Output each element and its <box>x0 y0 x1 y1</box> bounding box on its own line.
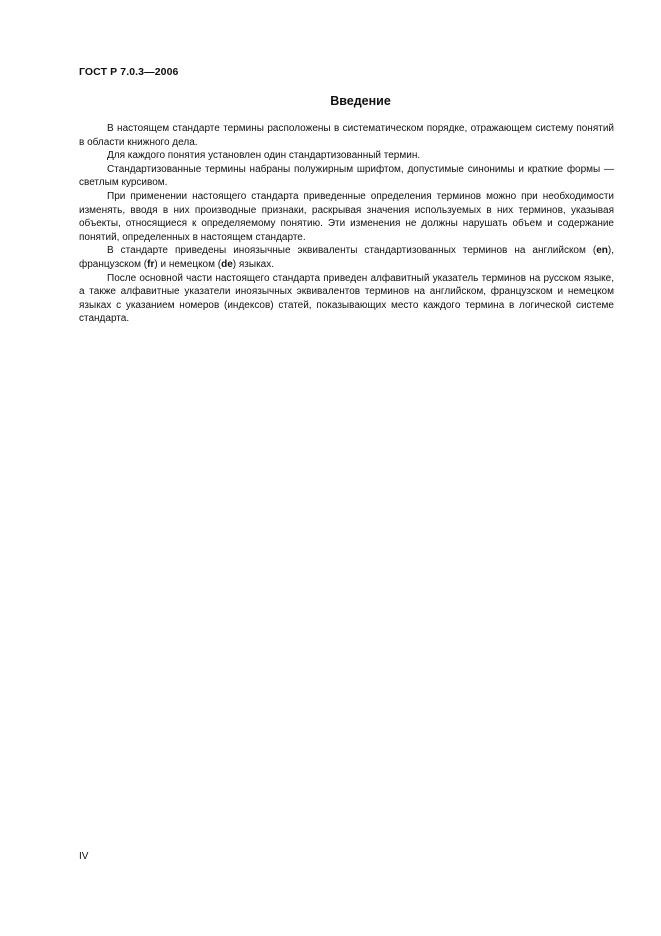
paragraph-4: При применении настоящего стандарта приведенные определения терминов можно при необходимости изменять, вводя в них производные признаки, раскрывая значения используемых в них терминов, указывая объекты, относящиеся к определяемому понятию. Эти изменения не должны нарушать объем и содержание понятий, определенных в настоящем стандарте. <box>79 190 614 243</box>
language-code-fr: fr <box>147 258 155 270</box>
page-number: IV <box>79 851 89 862</box>
page-header-standard-code: ГОСТ Р 7.0.3—2006 <box>79 66 179 78</box>
language-code-en: en <box>596 245 608 257</box>
paragraph-2: Для каждого понятия установлен один стандартизованный термин. <box>107 150 421 162</box>
paragraph-5-text-a: В стандарте приведены иноязычные эквиваленты стандартизованных терминов на английском ( <box>107 245 597 257</box>
paragraph-5-text-b: ), французском ( <box>79 245 614 270</box>
paragraph-5-text-c: ) и немецком ( <box>154 258 222 270</box>
paragraph-5-text-d: ) языках. <box>232 258 275 270</box>
paragraph-1: В настоящем стандарте термины расположены в систематическом порядке, отражающем систему понятий в области книжного дела. <box>79 123 614 148</box>
paragraph-6: После основной части настоящего стандарта приведен алфавитный указатель терминов на русском языке, а также алфавитные указатели иноязычных эквивалентов терминов на английском, французском и немецком языках с указанием номеров (индексов) статей, показывающих место каждого термина в логической системе стандарта. <box>79 272 614 325</box>
paragraph-3: Стандартизованные термины набраны полужирным шрифтом, допустимые синонимы и краткие формы — светлым курсивом. <box>79 163 614 189</box>
paragraph-5 <box>79 244 614 271</box>
section-title: Введение <box>330 94 391 108</box>
introduction-body <box>79 122 614 326</box>
language-code-de: de <box>221 258 233 270</box>
